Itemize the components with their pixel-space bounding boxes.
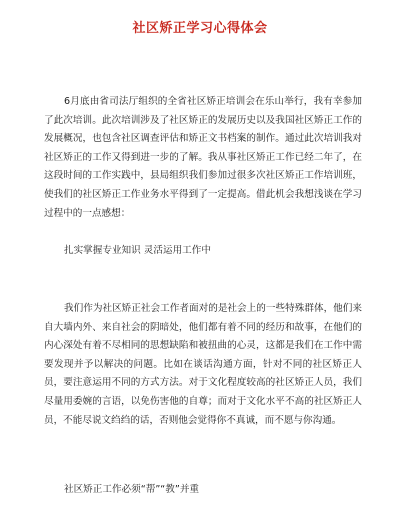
- section-heading-help-education: 社区矫正工作必须“帮”“教”并重: [64, 484, 200, 495]
- body-paragraph: 我们作为社区矫正社会工作者面对的是社会上的一些特殊群体，他们来自大墙内外、来自社会的阴暗处，他们都有着不同的经历和故事，在他们的内心深处有着不尽相同的思想缺陷和被扭曲的心灵，这都是我们在工作中需要发现并予以解决的问题。比如在谈话沟通方面，针对不同的社区矫正人员，要注意运用不同的方式方法。对于文化程度较高的社区矫正人员，我们尽量用委婉的言语，以免伤害他的自尊；而对于文化水平不高的社区矫正人员，不能尽说文绉绉的话，否则他会觉得你不真诚，而不愿与你沟通。: [44, 303, 362, 426]
- document-title: 社区矫正学习心得体会: [132, 21, 268, 36]
- section-heading-knowledge: 扎实掌握专业知识 灵活运用工作中: [64, 245, 211, 256]
- intro-paragraph: 6月底由省司法厅组织的全省社区矫正培训会在乐山举行，我有幸参加了此次培训。此次培训涉及了社区矫正的发展历史以及我国社区矫正工作的发展概况，也包含社区调查评估和矫正文书档案的制作。通过此次培训我对社区矫正的工作又得到进一步的了解。我从事社区矫正工作已经二年了，在这段时间的工作实践中，县局组织我们参加过很多次社区矫正工作培训班，使我们的社区矫正工作业务水平得到了一定提高。借此机会我想浅谈在学习过程中的一点感想：: [44, 96, 362, 219]
